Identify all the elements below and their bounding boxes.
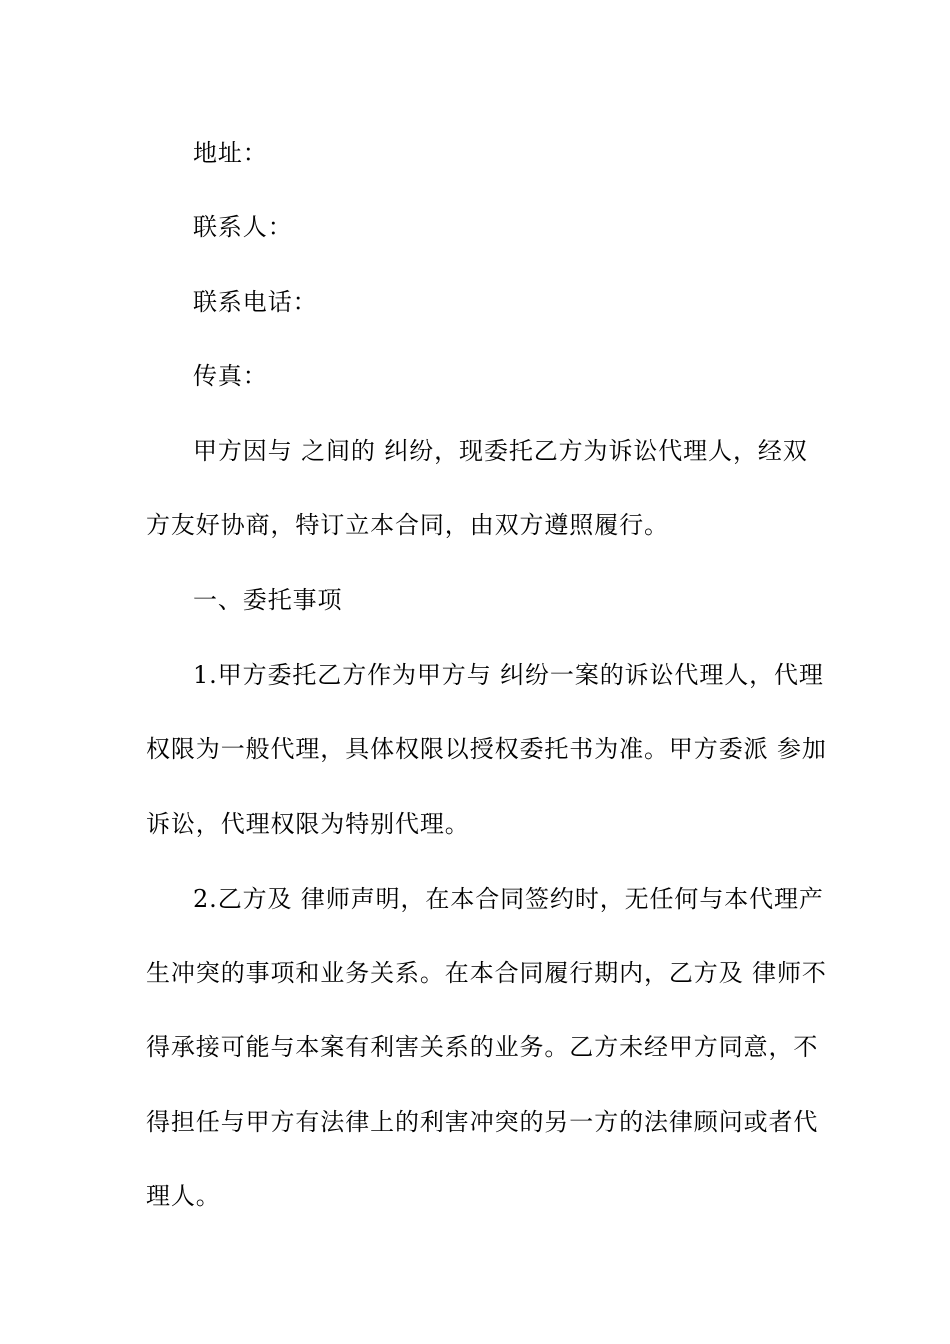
clause-2-line-1: 2.乙方及 律师声明，在本合同签约时，无任何与本代理产	[193, 885, 824, 913]
contact-person-label: 联系人：	[193, 213, 293, 241]
fax-label: 传真：	[193, 362, 268, 390]
clause-1-line-1: 1.甲方委托乙方作为甲方与 纠纷一案的诉讼代理人，代理	[193, 661, 824, 689]
intro-paragraph-line-2: 方友好协商，特订立本合同，由双方遵照履行。	[146, 511, 669, 539]
section-heading-entrusted-matters: 一、委托事项	[193, 586, 343, 614]
intro-paragraph-line-1: 甲方因与 之间的 纠纷，现委托乙方为诉讼代理人，经双	[193, 437, 808, 465]
clause-2-line-5: 理人。	[146, 1182, 221, 1210]
clause-2-line-4: 得担任与甲方有法律上的利害冲突的另一方的法律顾问或者代	[146, 1108, 819, 1136]
clause-2-line-3: 得承接可能与本案有利害关系的业务。乙方未经甲方同意，不	[146, 1033, 819, 1061]
clause-1-line-3: 诉讼，代理权限为特别代理。	[146, 810, 470, 838]
address-label: 地址：	[193, 139, 268, 167]
clause-2-line-2: 生冲突的事项和业务关系。在本合同履行期内，乙方及 律师不	[146, 959, 827, 987]
contact-phone-label: 联系电话：	[193, 288, 318, 316]
clause-1-line-2: 权限为一般代理，具体权限以授权委托书为准。甲方委派 参加	[146, 735, 827, 763]
